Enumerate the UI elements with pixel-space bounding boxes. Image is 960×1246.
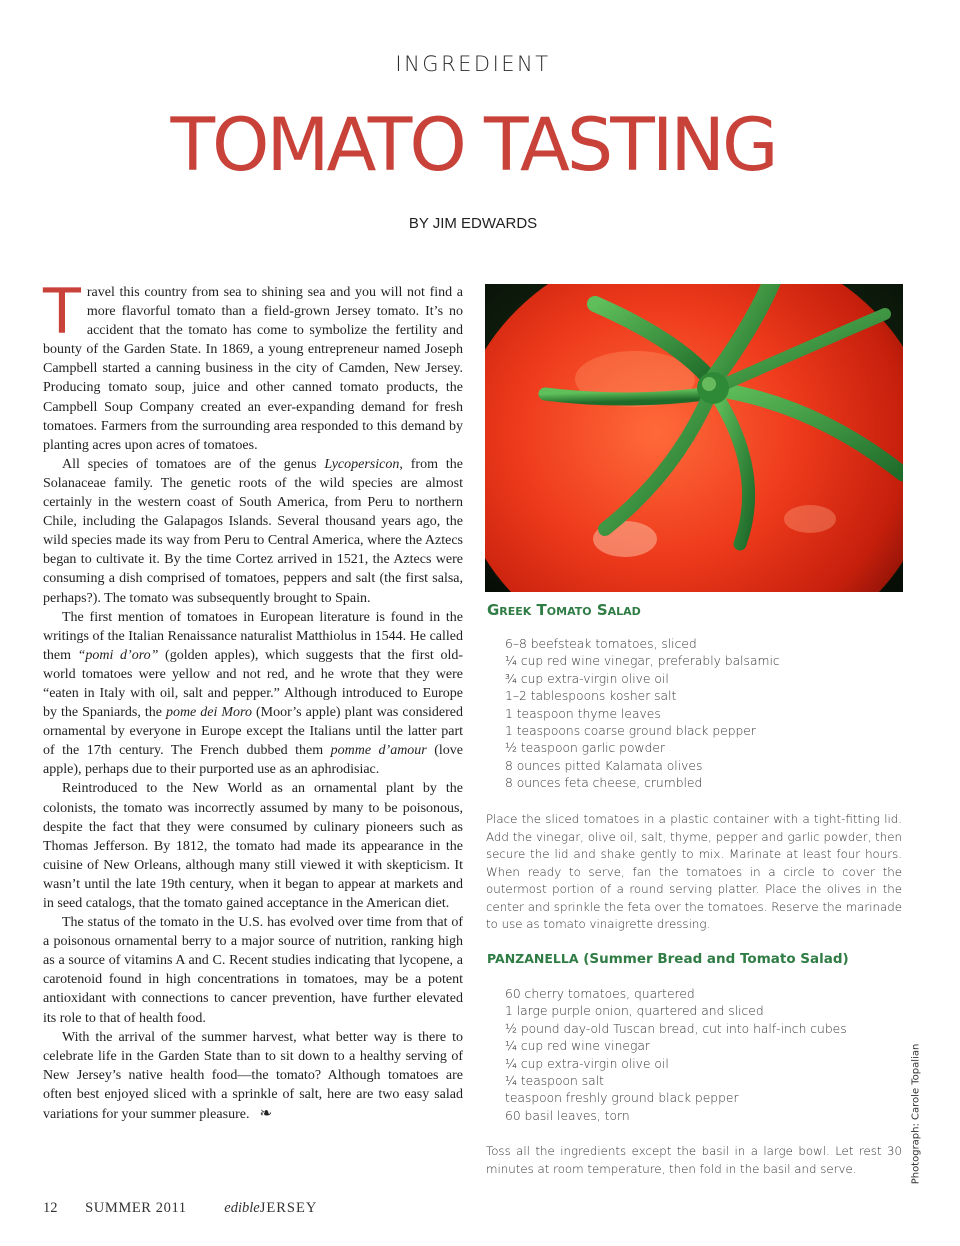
article-paragraph: All species of tomatoes are of the genus Lycopersicon, from the Solanaceae family. The genetic roots of the wild species are almost certainly in the western coast of South America, from Peru to northern Chile, including the Galapagos Islands. Several thousand years ago, the wild species made its way from Peru to Central America, where the Aztecs began to cultivate it. By the time Cortez arrived in 1521, the Aztecs were consuming a dish comprised of tomatoes, peppers and salt (the first salsa, perhaps?). The tomato was subsequently brought to Spain. xyxy=(43,456,463,606)
magazine-prefix: edible xyxy=(224,1200,260,1216)
page-number: 12 xyxy=(43,1200,58,1216)
ingredient-item: 60 cherry tomatoes, quartered xyxy=(505,987,695,1001)
byline: BY JIM EDWARDS xyxy=(408,215,538,232)
ingredient-item: ½ pound day-old Tuscan bread, cut into half-inch cubes xyxy=(505,1021,847,1036)
recipe-instructions-panzanella: Toss all the ingredients except the basil in a large bowl. Let rest 30 minutes at room temperature, then fold in the basil and serve. xyxy=(486,1144,902,1176)
ingredient-item: 8 ounces pitted Kalamata olives xyxy=(505,758,703,773)
magazine-title: JERSEY xyxy=(259,1200,318,1216)
ingredient-list-panzanella xyxy=(505,986,847,1125)
ingredient-item: 1–2 tablespoons kosher salt xyxy=(505,689,677,704)
ingredient-item: 8 ounces feta cheese, crumbled xyxy=(505,776,703,791)
ingredient-item: 1 teaspoon thyme leaves xyxy=(505,706,661,721)
article-body xyxy=(43,275,464,1124)
ingredient-item: ¼ cup red wine vinegar xyxy=(505,1039,650,1054)
ingredient-list-greek-salad xyxy=(505,636,780,793)
article-paragraph: Travel this country from sea to shining sea and you will not find a more flavorful tomato than a field-grown Jersey tomato. It’s no accident that the tomato has come to symbolize the fertility and bounty of the Garden State. In 1869, a young entrepreneur named Joseph Campbell started a canning business in the city of Camden, New Jersey. Producing tomato soup, juice and other canned tomato products, the Campbell Soup Company created an ever-expanding demand for fresh tomatoes. Farmers from the surrounding area responded to this demand by planting acres upon acres of tomatoes. xyxy=(43,275,463,453)
drop-cap: T xyxy=(43,275,81,348)
page-title: TOMATO TASTING xyxy=(170,103,776,188)
recipe-title-panzanella xyxy=(487,951,849,967)
article-paragraph: With the arrival of the summer harvest, what better way is there to celebrate life in the Garden State than to sit down to a healthy serving of New Jersey’s native health food—the tomato? Although tomatoes are often best enjoyed sliced with a sprinkle of salt, here are two easy salad variations for your summer pleasure. ❧ xyxy=(43,1029,463,1123)
tomato-photo xyxy=(485,284,903,592)
ingredient-item: ¼ cup extra-virgin olive oil xyxy=(505,1056,669,1071)
recipe-title-subtitle: (Summer Bread and Tomato Salad) xyxy=(578,951,849,967)
issue-label: SUMMER 2011 xyxy=(85,1200,187,1216)
article-paragraph: The first mention of tomatoes in European literature is found in the writings of the Italian Renaissance naturalist Matthiolus in 1544. He called them “pomi d’oro” (golden apples), which suggests that the first old-world tomatoes were yellow and not red, and he wrote that they were “eaten in Italy with oil, salt and pepper.” Although introduced to Europe by the Spaniards, the pome dei Moro (Moor’s apple) plant was considered ornamental by everyone in Europe except the Italians until the latter part of the 17th century. The French dubbed them pomme d’amour (love apple), perhaps due to their purported use as an aphrodisiac. xyxy=(43,609,464,778)
ingredient-item: 1 teaspoons coarse ground black pepper xyxy=(505,724,756,739)
end-mark-icon: ❧ xyxy=(259,1104,273,1123)
recipe-title-greek-salad: Greek Tomato Salad xyxy=(487,601,641,619)
recipe-title-word: PANZANELLA xyxy=(487,951,579,966)
ingredient-item: 6–8 beefsteak tomatoes, sliced xyxy=(505,637,697,651)
ingredient-item: ½ teaspoon garlic powder xyxy=(505,741,665,756)
italic-term: “pomi d’oro” xyxy=(77,647,159,663)
photo-credit: Photograph: Carole Topalian xyxy=(910,1043,922,1185)
article-paragraph: The status of the tomato in the U.S. has evolved over time from that of a poisonous ornamental berry to a major source of nutrition, ranking high as a source of vitamins A and C. Recent studies indicating that lycopene, a carotenoid found in high concentrations in tomatoes, may be a potent antioxidant with connections to cancer prevention, have further elevated its role to that of health food. xyxy=(43,915,463,1026)
ingredient-item: ¼ teaspoon salt xyxy=(505,1074,604,1089)
genus-term: Lycopersicon xyxy=(324,456,400,472)
ingredient-item: ¾ cup extra-virgin olive oil xyxy=(505,671,669,686)
ingredient-item: ¼ cup red wine vinegar, preferably balsamic xyxy=(505,654,780,669)
ingredient-item: 60 basil leaves, torn xyxy=(505,1108,630,1123)
article-paragraph: Reintroduced to the New World as an ornamental plant by the colonists, the tomato was incorrectly assumed by many to be poisonous, despite the fact that they were consumed by culinary pioneers such as Thomas Jefferson. By 1812, the tomato had made its appearance in the cuisine of New Orleans, although many still viewed it with skepticism. It wasn’t until the late 19th century, when it began to appear at markets and in seed catalogs, that the tomato gained acceptance in the American diet. xyxy=(43,781,463,911)
section-label: INGREDIENT xyxy=(395,52,551,76)
ingredient-item: 1 large purple onion, quartered and sliced xyxy=(505,1004,764,1019)
ingredient-item: teaspoon freshly ground black pepper xyxy=(505,1091,739,1106)
italic-term: pomme d’amour xyxy=(330,743,427,759)
page-footer xyxy=(43,1200,317,1217)
recipe-instructions-greek-salad: Place the sliced tomatoes in a plastic container with a tight-fitting lid. Add the vinegar, olive oil, salt, thyme, pepper and garlic powder, then secure the lid and shake gently to mix. Marinate at least four hours. When ready to serve, fan the tomatoes in a circle to cover the outermost portion of a round serving platter. Place the olives in the center and sprinkle the feta over the tomatoes. Reserve the marinade to use as tomato vinaigrette dressing. xyxy=(486,812,902,931)
italic-term: pome dei Moro xyxy=(165,705,252,721)
magazine-name xyxy=(224,1200,317,1217)
